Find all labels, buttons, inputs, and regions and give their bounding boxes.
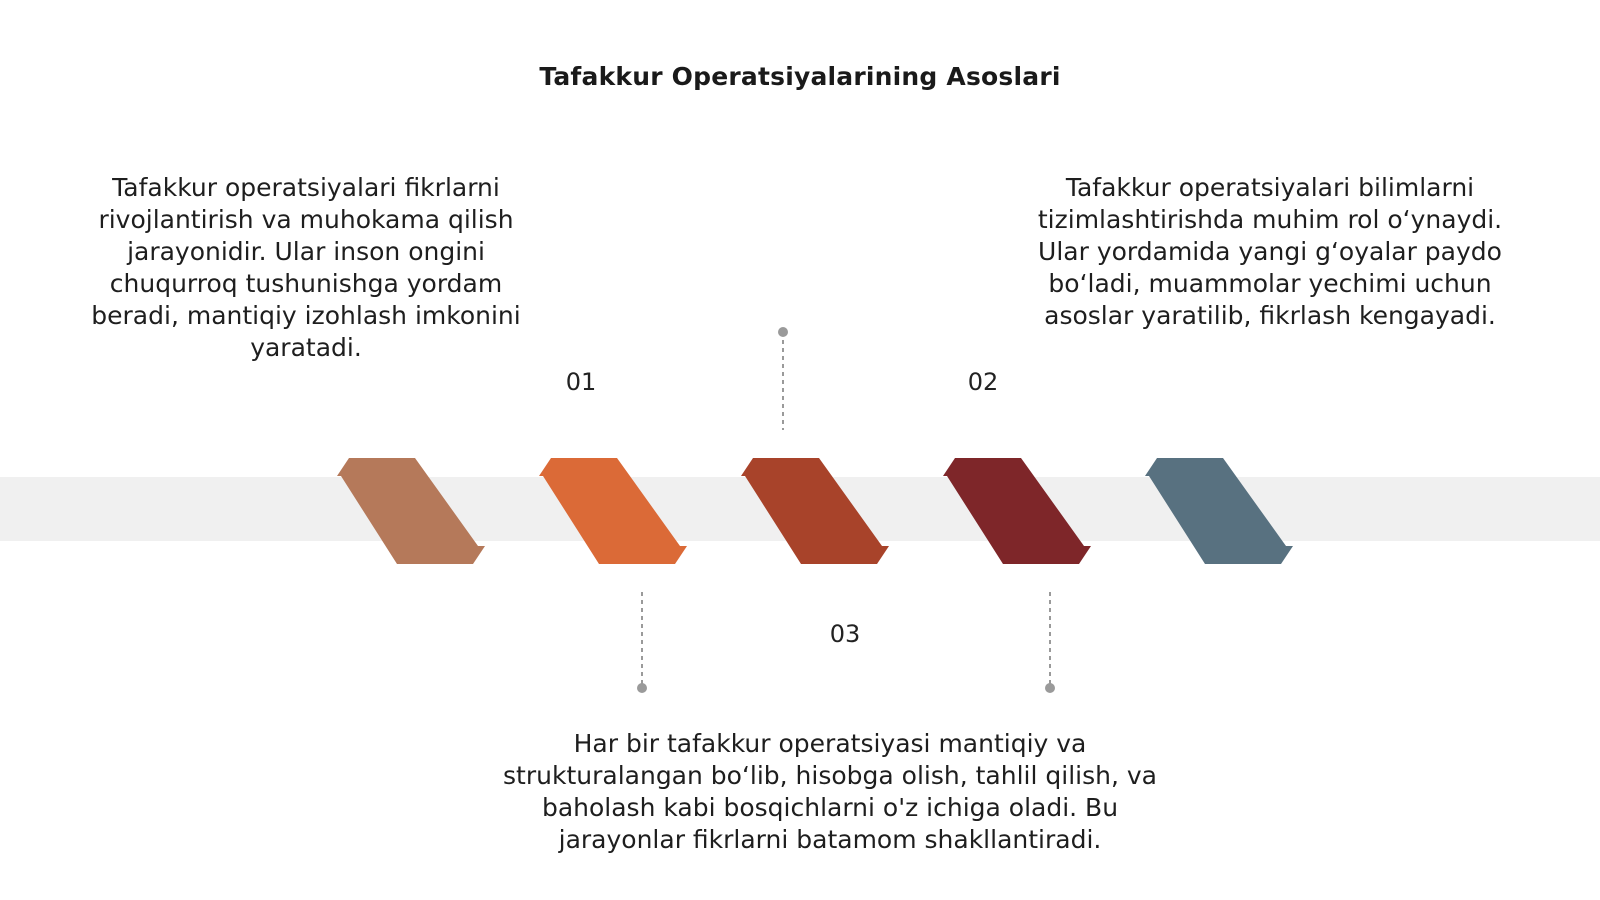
connector-dot xyxy=(1045,683,1055,693)
step-2-description: Tafakkur operatsiyalari bilimlarni tizimlashtirishda muhim rol oʻynaydi. Ular yordamida yangi gʻoyalar paydo boʻladi, muammolar yechimi uchun asoslar yaratilib, fikrlash kengayadi. xyxy=(1037,173,1503,330)
step-1-number: 01 xyxy=(565,368,597,396)
step-3-description: Har bir tafakkur operatsiyasi mantiqiy va strukturalangan boʻlib, hisobga olish, tahlil qilish, va baholash kabi bosqichlarni o'z ichiga oladi. Bu jarayonlar fikrlarni batamom shakllantiradi. xyxy=(503,729,1157,854)
connector-dot xyxy=(637,683,647,693)
step-1-description: Tafakkur operatsiyalari fikrlarni rivojlantirish va muhokama qilish jarayonidir. Ular inson ongini chuqurroq tushunishga yordam beradi, mantiqiy izohlash imkonini yaratadi. xyxy=(91,173,521,362)
step-3-number: 03 xyxy=(829,620,861,648)
page-title: Tafakkur Operatsiyalarining Asoslari xyxy=(539,62,1061,91)
connector-top xyxy=(778,327,788,430)
step-2-number: 02 xyxy=(967,368,999,396)
connector-bottom-left xyxy=(637,592,647,693)
connector-bottom-right xyxy=(1045,592,1055,693)
